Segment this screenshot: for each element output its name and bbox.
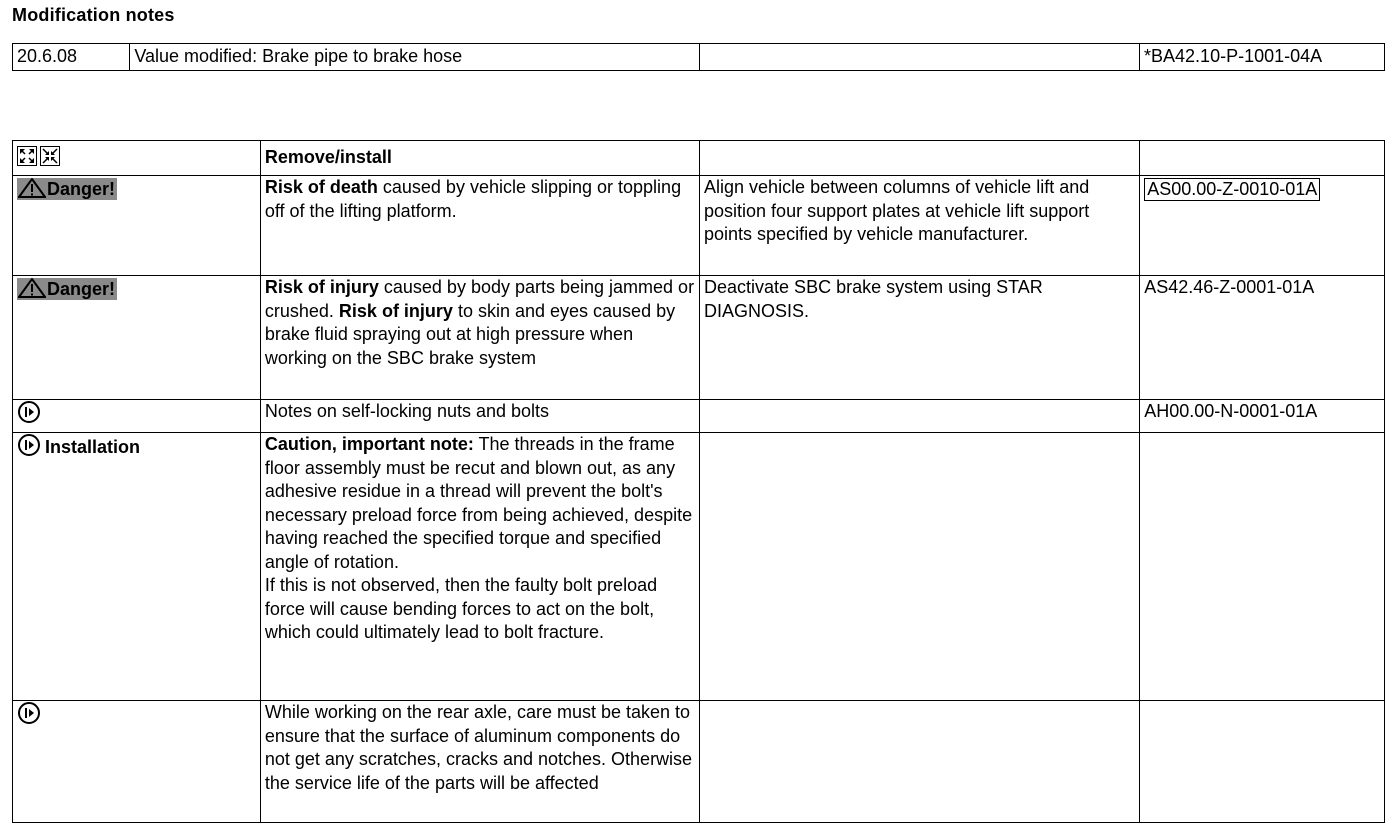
- note-label-cell: [13, 400, 261, 433]
- danger-badge: Danger!: [17, 278, 117, 300]
- installation-label-cell: [13, 433, 261, 701]
- note-label-cell: [13, 701, 261, 823]
- note-icon: [17, 701, 41, 725]
- danger-label-cell: [13, 176, 261, 276]
- modification-reference-link[interactable]: *BA42.10-P-1001-04A: [1140, 44, 1385, 71]
- header-col4: [1140, 141, 1385, 176]
- remove-install-table: [12, 140, 1385, 823]
- installation-label: Installation: [45, 437, 141, 457]
- table-row: [13, 276, 1385, 400]
- table-row: [13, 701, 1385, 823]
- reference-link[interactable]: AH00.00-N-0001-01A: [1140, 400, 1385, 433]
- collapse-icon[interactable]: [40, 146, 60, 166]
- note-icon: [17, 433, 41, 457]
- danger-text-cell: Risk of death caused by vehicle slipping or toppling off of the lifting platform.: [260, 176, 699, 276]
- danger-text-cell: Risk of injury caused by body parts being jammed or crushed. Risk of injury to skin and eyes caused by brake fluid spraying out at high pressure when working on the SBC brake system: [260, 276, 699, 400]
- reference-cell: [1140, 433, 1385, 701]
- instruction-cell: [700, 433, 1140, 701]
- warning-triangle-icon: [18, 178, 46, 198]
- table-row: [13, 433, 1385, 701]
- page-title: Modification notes: [12, 5, 175, 25]
- reference-link[interactable]: AS42.46-Z-0001-01A: [1140, 276, 1385, 400]
- reference-cell: [1140, 176, 1385, 276]
- note-icon: [17, 400, 41, 424]
- instruction-cell: [700, 701, 1140, 823]
- reference-link[interactable]: AS00.00-Z-0010-01A: [1144, 178, 1320, 201]
- expand-icon[interactable]: [17, 146, 37, 166]
- warning-triangle-icon: [18, 278, 46, 298]
- modification-date: 20.6.08: [13, 44, 130, 71]
- instruction-cell: Align vehicle between columns of vehicle lift and position four support plates at vehicle lift support points specified by vehicle manufacturer.: [700, 176, 1140, 276]
- modification-description: Value modified: Brake pipe to brake hose: [130, 44, 699, 71]
- modification-notes-table: [12, 43, 1385, 71]
- instruction-cell: Deactivate SBC brake system using STAR DIAGNOSIS.: [700, 276, 1140, 400]
- note-text-cell: While working on the rear axle, care must be taken to ensure that the surface of aluminum components do not get any scratches, cracks and notches. Otherwise the service life of the parts will be affected: [260, 701, 699, 823]
- table-row: [13, 400, 1385, 433]
- modification-empty-cell: [699, 44, 1140, 71]
- danger-badge: Danger!: [17, 178, 117, 200]
- note-text-cell: Notes on self-locking nuts and bolts: [260, 400, 699, 433]
- table-header-row: [13, 141, 1385, 176]
- instruction-cell: [700, 400, 1140, 433]
- danger-label-cell: [13, 276, 261, 400]
- header-col3: [700, 141, 1140, 176]
- table-row: [13, 176, 1385, 276]
- header-title: Remove/install: [260, 141, 699, 176]
- header-icons-cell: [13, 141, 261, 176]
- caution-text-cell: Caution, important note: The threads in the frame floor assembly must be recut and blown out, as any adhesive residue in a thread will prevent the bolt's necessary preload force from being achieved, despite having reached the specified torque and specified angle of rotation. If this is not observed, then the faulty bolt preload force will cause bending forces to act on the bolt, which could ultimately lead to bolt fracture.: [260, 433, 699, 701]
- table-row: [13, 44, 1385, 71]
- reference-cell: [1140, 701, 1385, 823]
